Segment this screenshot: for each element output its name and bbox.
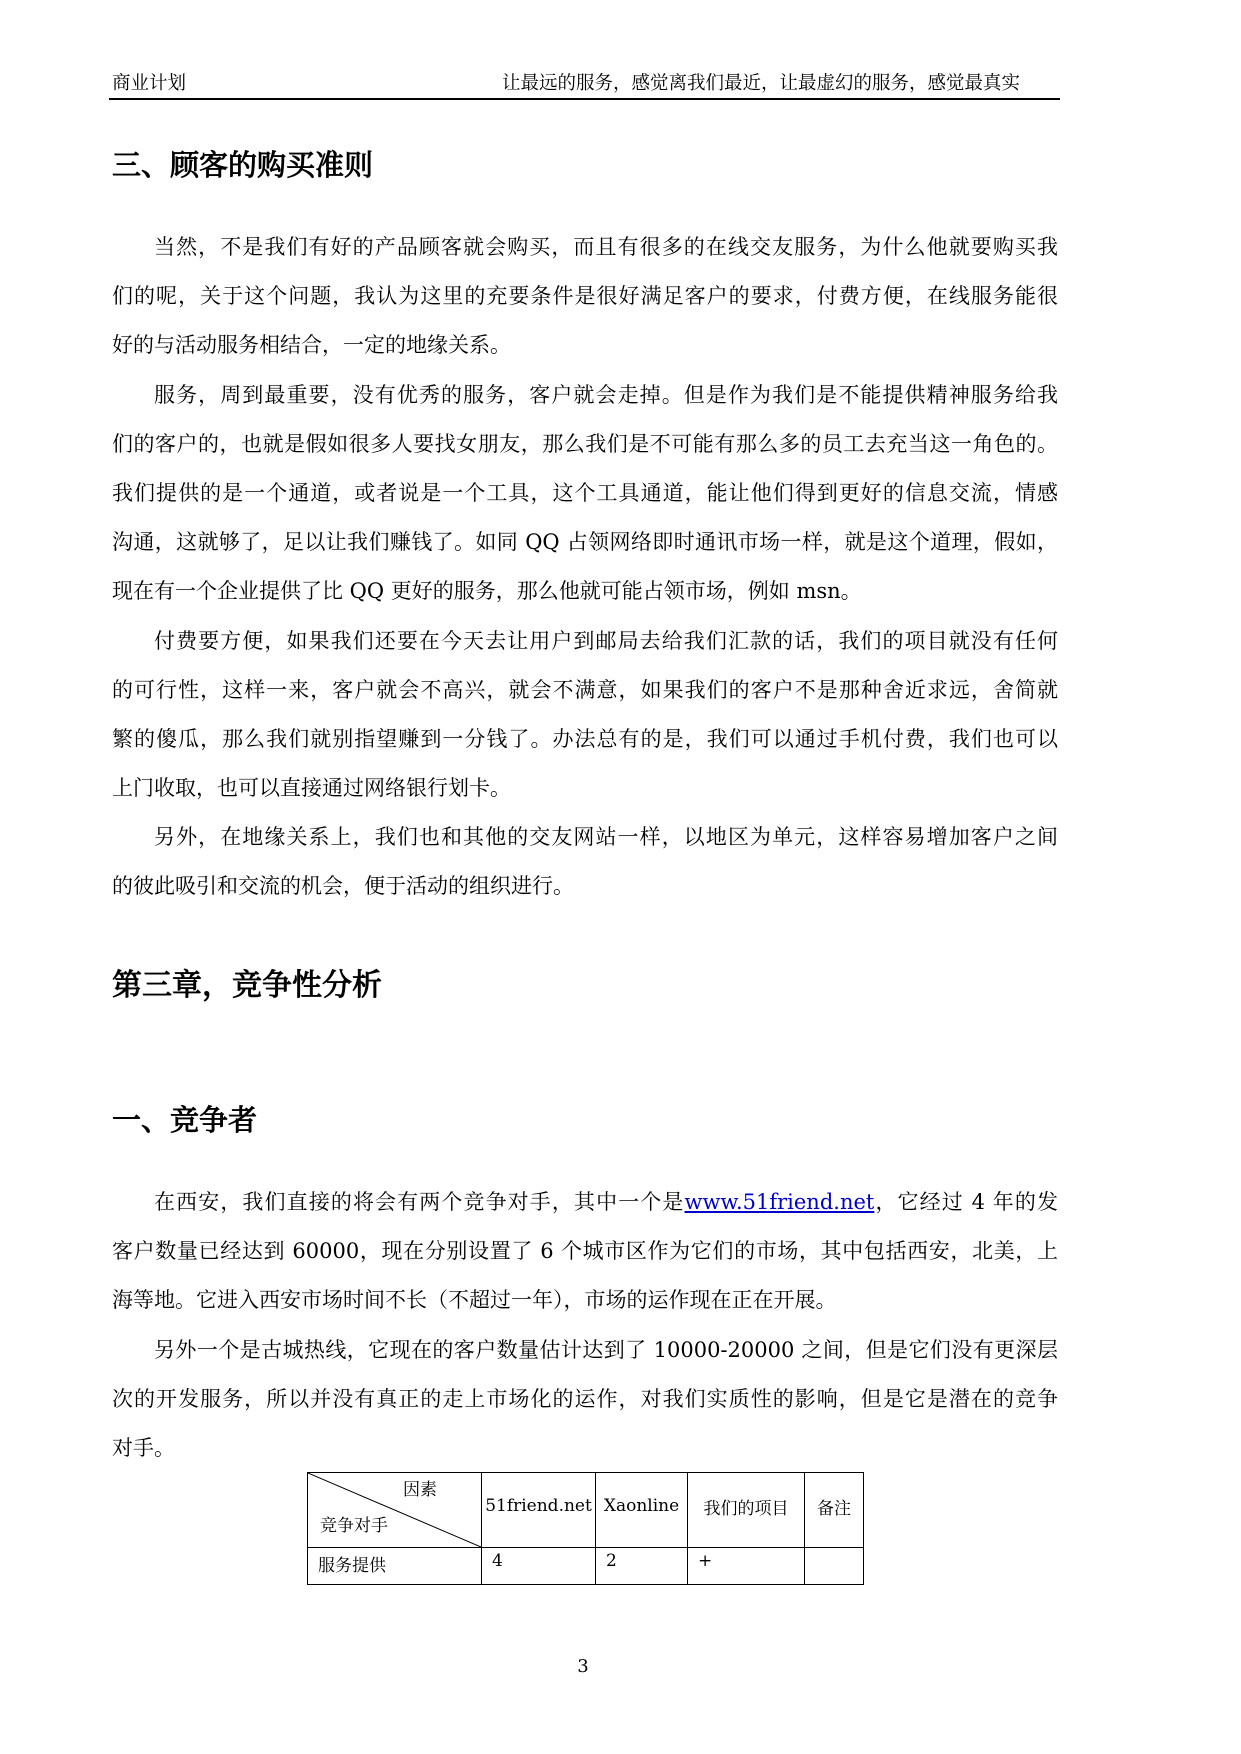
paragraph [112, 223, 1058, 371]
chapter-heading: 第三章，竞争性分析 [112, 968, 382, 1003]
section2-body [112, 1178, 1058, 1473]
header-rule [109, 98, 1060, 100]
text-line: 客户数量已经达到 60000，现在分别设置了 6 个城市区作为它们的市场，其中包括西安，北美，上 [112, 1239, 1058, 1264]
table-row-label: 服务提供 [308, 1548, 482, 1585]
text-line: 上门收取，也可以直接通过网络银行划卡。 [112, 776, 511, 801]
section-heading-competitors: 一、竞争者 [112, 1103, 258, 1137]
text-line [112, 1178, 1058, 1227]
table-column-header: 我们的项目 [688, 1473, 805, 1548]
text-line: 我们提供的是一个通道，或者说是一个工具，这个工具通道，能让他们得到更好的信息交流，情感 [112, 480, 1058, 505]
table-column-header: 备注 [805, 1473, 864, 1548]
text-line: 沟通，这就够了，足以让我们赚钱了。如同 QQ 占领网络即时通讯市场一样，就是这个道理，假如， [112, 530, 1058, 555]
paragraph [112, 617, 1058, 814]
text-line: 们的呢，关于这个问题，我认为这里的充要条件是很好满足客户的要求，付费方便，在线服务能很 [112, 284, 1058, 309]
text-line: 付费要方便，如果我们还要在今天去让用户到邮局去给我们汇款的话，我们的项目就没有任何 [154, 628, 1058, 653]
header-title: 商业计划 [112, 73, 187, 94]
text-line: 当然，不是我们有好的产品顾客就会购买，而且有很多的在线交友服务，为什么他就要购买我 [154, 235, 1058, 259]
header-slogan: 让最远的服务，感觉离我们最近，让最虚幻的服务，感觉最真实 [502, 73, 1021, 94]
paragraph [112, 1326, 1058, 1474]
table-cell [805, 1548, 864, 1585]
competitor-link[interactable]: www.51friend.net [684, 1190, 875, 1214]
text-line: 的可行性，这样一来，客户就会不高兴，就会不满意，如果我们的客户不是那种舍近求远，舍简就 [112, 677, 1058, 702]
corner-label-competitor: 竞争对手 [320, 1516, 388, 1536]
table-cell: 4 [482, 1548, 596, 1585]
section-heading-purchase-criteria: 三、顾客的购买准则 [112, 148, 374, 182]
table-cell: 2 [596, 1548, 688, 1585]
text-line: 服务，周到最重要，没有优秀的服务，客户就会走掉。但是作为我们是不能提供精神服务给我 [154, 382, 1058, 407]
table-header-row [308, 1473, 864, 1548]
text-line: 海等地。它进入西安市场时间不长（不超过一年），市场的运作现在正在开展。 [112, 1288, 837, 1313]
text-line: 另外，在地缘关系上，我们也和其他的交友网站一样，以地区为单元，这样容易增加客户之间 [154, 825, 1058, 850]
text-line: 现在有一个企业提供了比 QQ 更好的服务，那么他就可能占领市场，例如 msn。 [112, 579, 862, 604]
table-row [308, 1548, 864, 1585]
paragraph [112, 813, 1058, 911]
table-cell: + [688, 1548, 805, 1585]
text-line: 另外一个是古城热线，它现在的客户数量估计达到了 10000-20000 之间，但是它们没有更深层 [154, 1337, 1058, 1362]
text-line: 的彼此吸引和交流的机会，便于活动的组织进行。 [112, 874, 574, 899]
table-column-header: Xaonline [596, 1473, 688, 1548]
table-corner-cell [308, 1473, 482, 1548]
text-span: 在西安，我们直接的将会有两个竞争对手，其中一个是 [154, 1190, 685, 1214]
text-line: 好的与活动服务相结合，一定的地缘关系。 [112, 333, 511, 358]
page-number: 3 [577, 1656, 589, 1677]
text-line: 对手。 [112, 1435, 175, 1460]
competitor-comparison-table [307, 1472, 864, 1585]
text-line: 繁的傻瓜，那么我们就别指望赚到一分钱了。办法总有的是，我们可以通过手机付费，我们也可以 [112, 726, 1058, 751]
text-line: 次的开发服务，所以并没有真正的走上市场化的运作，对我们实质性的影响，但是它是潜在的竞争 [112, 1386, 1058, 1411]
text-span: ，它经过 4 年的发 [874, 1190, 1058, 1214]
corner-label-factor: 因素 [403, 1480, 437, 1500]
paragraph [112, 371, 1058, 617]
section1-body [112, 223, 1058, 912]
paragraph [112, 1178, 1058, 1326]
table-column-header: 51friend.net [482, 1473, 596, 1548]
text-line: 们的客户的，也就是假如很多人要找女朋友，那么我们是不可能有那么多的员工去充当这一角色的。 [112, 431, 1058, 456]
